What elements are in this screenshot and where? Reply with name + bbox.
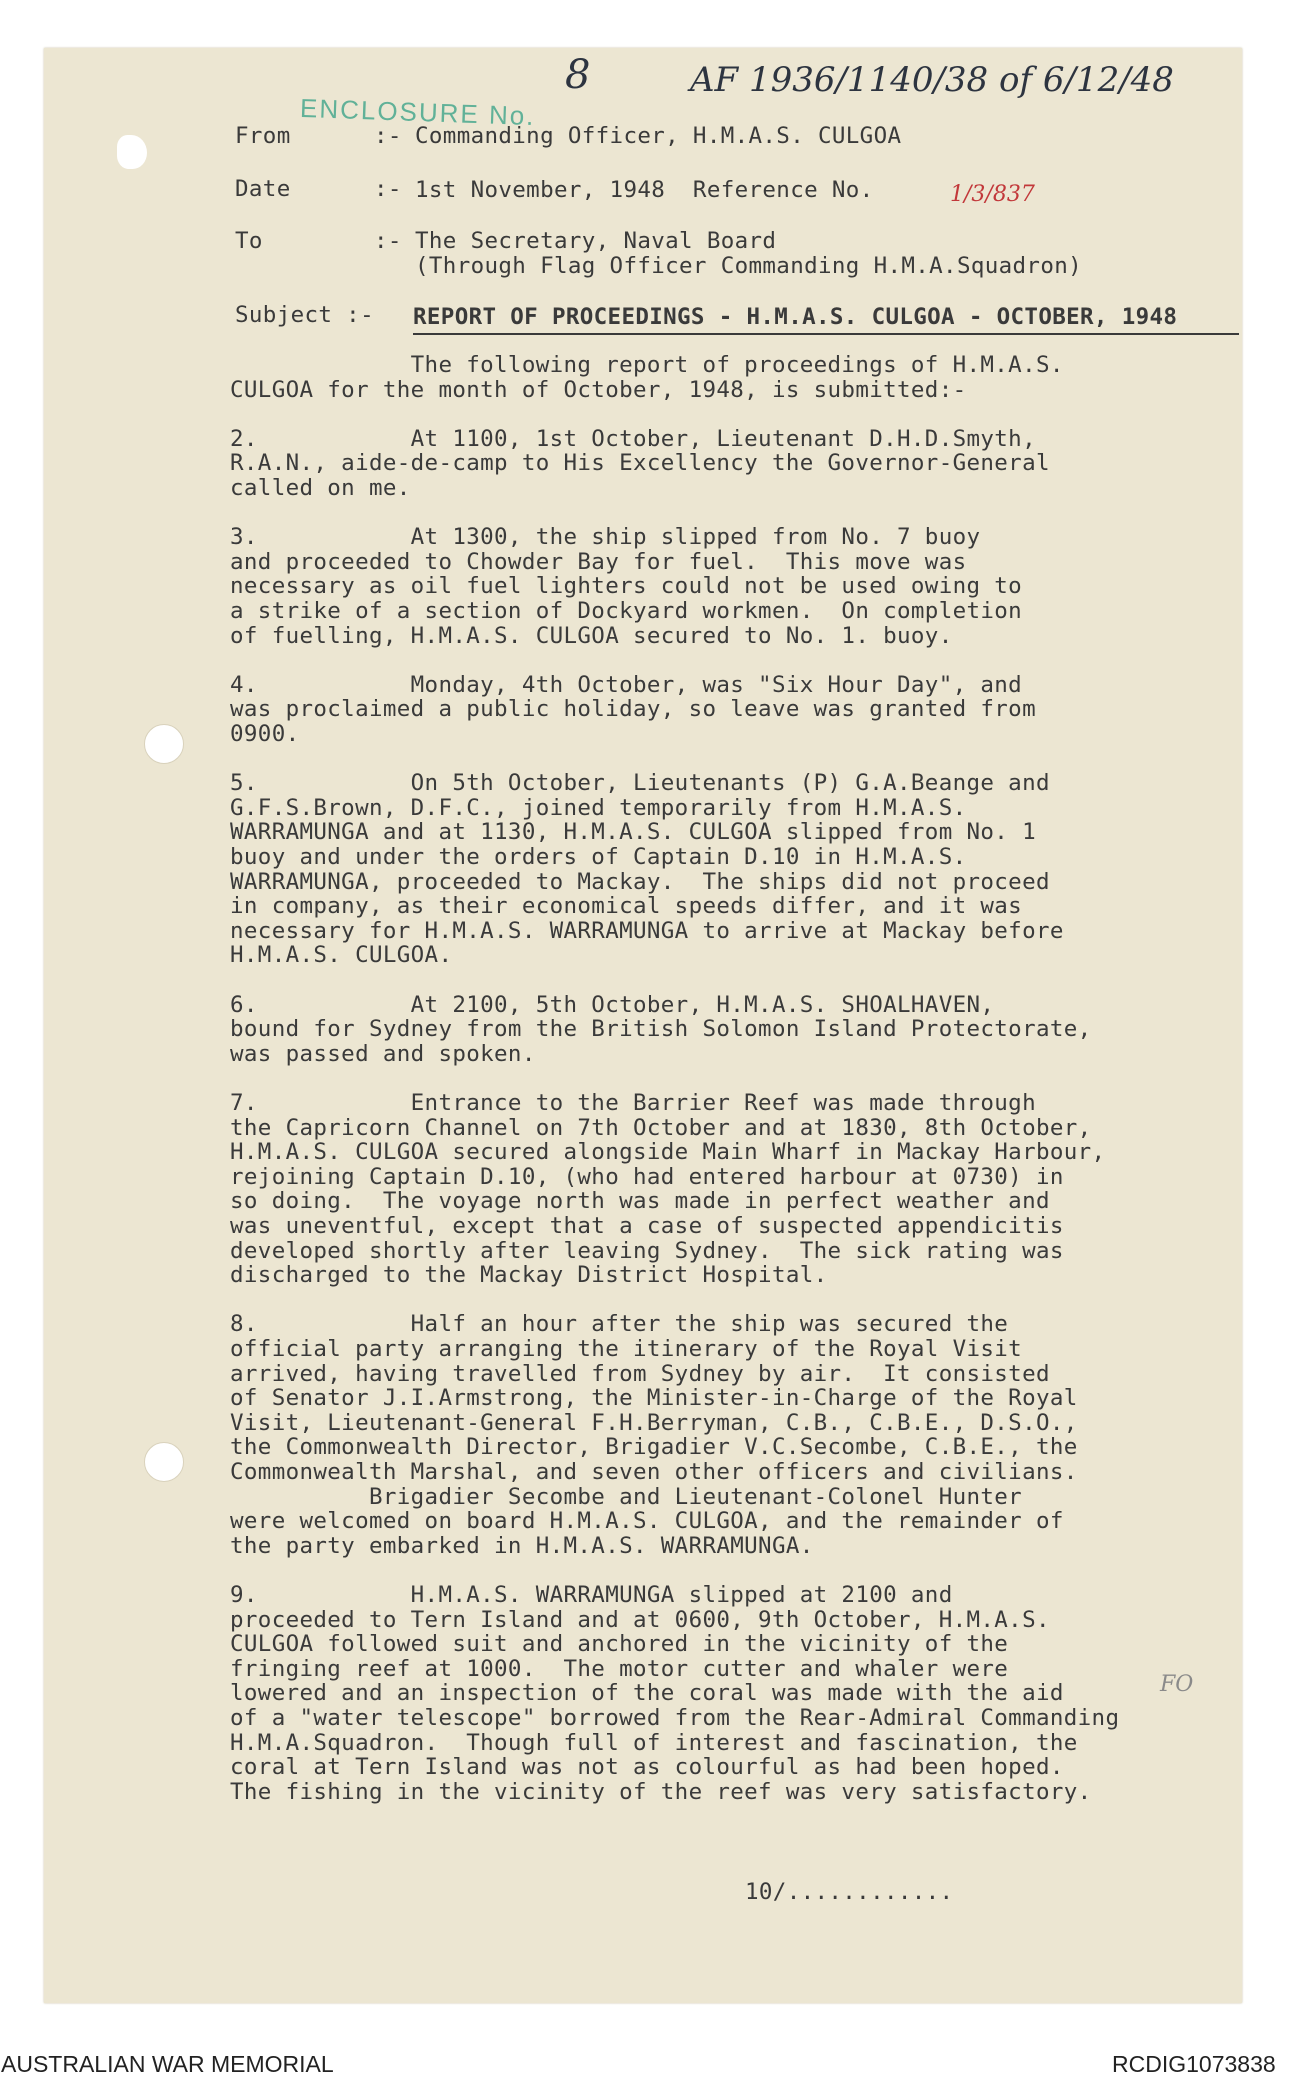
- to-label: To :-: [235, 228, 402, 254]
- body-line: official party arranging the itinerary of the Royal Visit: [230, 1336, 1023, 1362]
- body-line: 9. H.M.A.S. WARRAMUNGA slipped at 2100 and: [230, 1582, 953, 1608]
- to-value-line-1: The Secretary, Naval Board: [415, 228, 777, 254]
- handwritten-reference-number: 1/3/837: [950, 182, 1035, 207]
- body-line: G.F.S.Brown, D.F.C., joined temporarily from H.M.A.S.: [230, 794, 967, 821]
- body-line: of a "water telescope" borrowed from the Rear-Admiral Commanding: [230, 1705, 1120, 1731]
- body-line: WARRAMUNGA and at 1130, H.M.A.S. CULGOA slipped from No. 1: [230, 819, 1036, 846]
- body-line: 8. Half an hour after the ship was secured the: [230, 1311, 1009, 1338]
- footer-catalogue-id: RCDIG1073838: [1112, 2051, 1276, 2077]
- subject-label: Subject :-: [235, 302, 374, 328]
- subject-underline: [413, 333, 1239, 335]
- body-line: CULGOA followed suit and anchored in the vicinity of the: [230, 1631, 1009, 1658]
- punch-hole: [144, 1442, 184, 1482]
- body-line: Brigadier Secombe and Lieutenant-Colonel Hunter: [230, 1483, 1023, 1510]
- to-value-line-2: (Through Flag Officer Commanding H.M.A.Squadron): [415, 253, 1083, 279]
- body-line: CULGOA for the month of October, 1948, is submitted:-: [230, 376, 967, 403]
- date-label: Date :-: [235, 176, 402, 202]
- body-line: was passed and spoken.: [230, 1040, 536, 1067]
- body-line: in company, as their economical speeds differ, and it was: [230, 893, 1023, 920]
- body-line: buoy and under the orders of Captain D.10 in H.M.A.S.: [230, 844, 967, 870]
- body-line: necessary as oil fuel lighters could not be used owing to: [230, 573, 1023, 600]
- body-line: 5. On 5th October, Lieutenants (P) G.A.Beange and: [230, 770, 1050, 797]
- body-line: arrived, having travelled from Sydney by air. It consisted: [230, 1360, 1050, 1387]
- body-line: R.A.N., aide-de-camp to His Excellency the Governor-General: [230, 450, 1050, 477]
- footer-institution: AUSTRALIAN WAR MEMORIAL: [1, 2051, 334, 2077]
- body-line: a strike of a section of Dockyard workmen. On completion: [230, 598, 1023, 624]
- subject-value: REPORT OF PROCEEDINGS - H.M.A.S. CULGOA - OCTOBER, 1948: [413, 304, 1178, 330]
- body-line: 0900.: [230, 721, 300, 747]
- body-line: H.M.A.S. CULGOA secured alongside Main Wharf in Mackay Harbour,: [230, 1139, 1106, 1166]
- body-line: the Capricorn Channel on 7th October and at 1830, 8th October,: [230, 1114, 1092, 1141]
- enclosure-stamp: ENCLOSURE No.: [299, 92, 536, 132]
- body-line: and proceeded to Chowder Bay for fuel. This move was: [230, 548, 967, 575]
- punch-hole: [144, 724, 184, 764]
- continuation-marker: 10/............: [745, 1879, 954, 1905]
- body-line: was proclaimed a public holiday, so leave was granted from: [230, 696, 1036, 723]
- body-line: proceeded to Tern Island and at 0600, 9th October, H.M.A.S.: [230, 1606, 1050, 1633]
- body-line: The fishing in the vicinity of the reef was very satisfactory.: [230, 1778, 1092, 1805]
- body-line: necessary for H.M.A.S. WARRAMUNGA to arrive at Mackay before: [230, 917, 1064, 944]
- body-line: 6. At 2100, 5th October, H.M.A.S. SHOALHAVEN,: [230, 991, 995, 1018]
- torn-corner: [117, 135, 147, 169]
- body-line: 3. At 1300, the ship slipped from No. 7 buoy: [230, 524, 981, 551]
- date-value: 1st November, 1948 Reference No.: [415, 177, 874, 203]
- body-line: rejoining Captain D.10, (who had entered harbour at 0730) in: [230, 1163, 1064, 1190]
- body-line: the party embarked in H.M.A.S. WARRAMUNGA.: [230, 1532, 814, 1559]
- body-line: lowered and an inspection of the coral was made with the aid: [230, 1680, 1064, 1707]
- body-line: discharged to the Mackay District Hospital.: [230, 1262, 828, 1289]
- body-line: fringing reef at 1000. The motor cutter and whaler were: [230, 1655, 1009, 1682]
- body-line: the Commonwealth Director, Brigadier V.C.Secombe, C.B.E., the: [230, 1434, 1078, 1461]
- body-line: The following report of proceedings of H.M.A.S.: [230, 352, 1064, 378]
- body-line: of fuelling, H.M.A.S. CULGOA secured to No. 1. buoy.: [230, 622, 953, 649]
- from-label: From :-: [235, 123, 402, 149]
- body-line: WARRAMUNGA, proceeded to Mackay. The ships did not proceed: [230, 868, 1050, 895]
- handwritten-margin-note: FO: [1160, 1672, 1194, 1697]
- body-line: developed shortly after leaving Sydney. The sick rating was: [230, 1237, 1064, 1264]
- from-value: Commanding Officer, H.M.A.S. CULGOA: [415, 123, 902, 149]
- handwritten-file-reference: AF 1936/1140/38 of 6/12/48: [690, 60, 1174, 100]
- body-line: were welcomed on board H.M.A.S. CULGOA, and the remainder of: [230, 1508, 1064, 1535]
- body-line: Commonwealth Marshal, and seven other officers and civilians.: [230, 1459, 1078, 1485]
- body-line: H.M.A.Squadron. Though full of interest and fascination, the: [230, 1729, 1078, 1756]
- body-line: of Senator J.I.Armstrong, the Minister-in-Charge of the Royal: [230, 1385, 1078, 1412]
- body-line: called on me.: [230, 475, 411, 501]
- body-line: 2. At 1100, 1st October, Lieutenant D.H.D.Smyth,: [230, 425, 1036, 452]
- body-line: bound for Sydney from the British Solomon Island Protectorate,: [230, 1016, 1092, 1043]
- body-line: Visit, Lieutenant-General F.H.Berryman, C.B., C.B.E., D.S.O.,: [230, 1409, 1078, 1436]
- body-line: so doing. The voyage north was made in perfect weather and: [230, 1188, 1050, 1215]
- body-line: 7. Entrance to the Barrier Reef was made through: [230, 1090, 1036, 1116]
- body-line: 4. Monday, 4th October, was "Six Hour Day", and: [230, 671, 1023, 698]
- body-line: coral at Tern Island was not as colourful as had been hoped.: [230, 1754, 1064, 1781]
- body-line: was uneventful, except that a case of suspected appendicitis: [230, 1213, 1064, 1239]
- handwritten-enclosure-number: 8: [565, 52, 591, 98]
- body-line: H.M.A.S. CULGOA.: [230, 942, 453, 969]
